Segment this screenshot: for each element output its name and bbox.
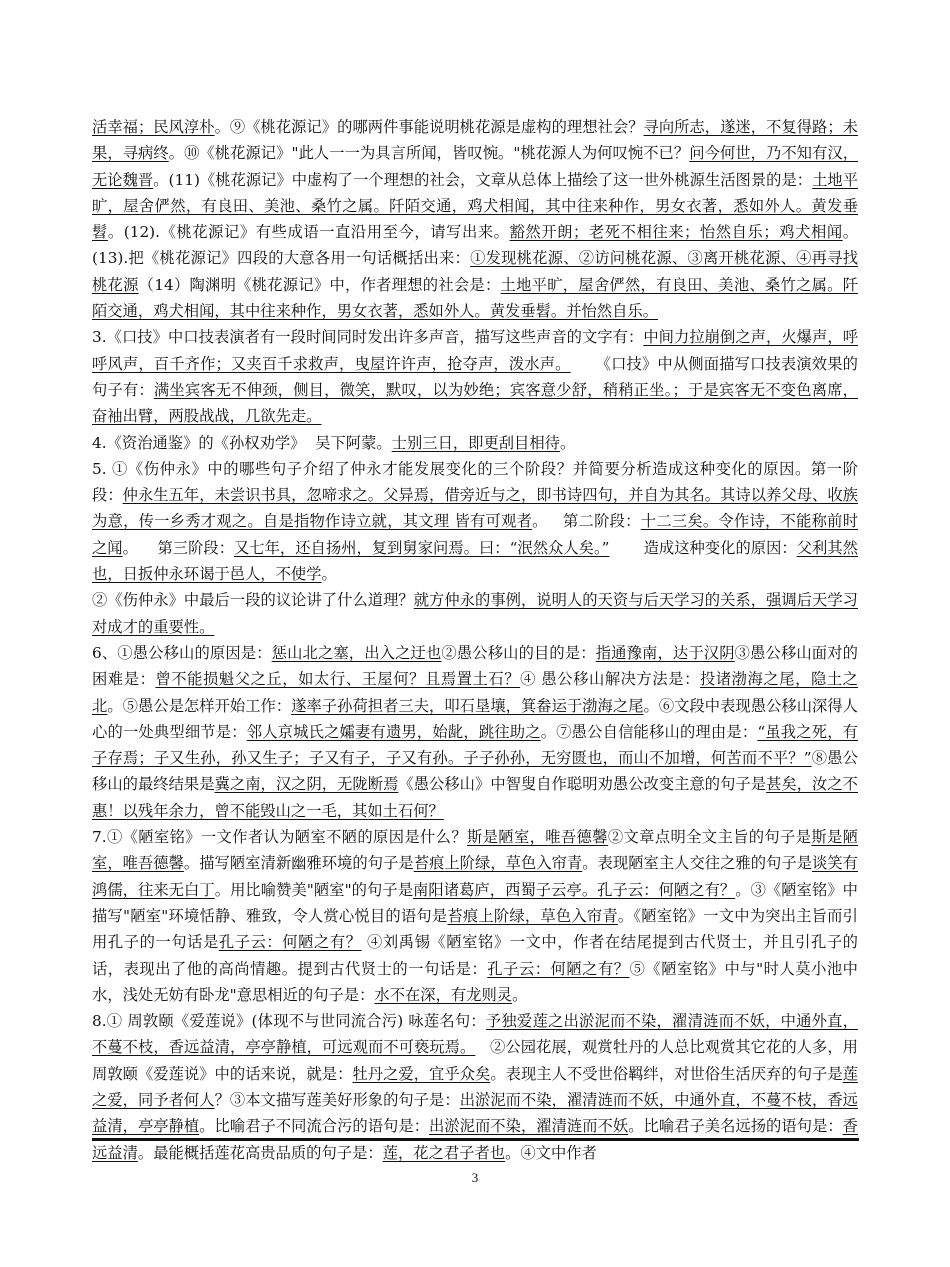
answer-text: 苔痕上阶绿，草色入帘青 [447,906,618,925]
paragraph [92,456,858,587]
question-text: 。⑤愚公是怎样开始工作： [107,696,292,715]
paragraph [92,640,858,824]
question-text: ④ 愚公移山解决方法是： [520,670,700,689]
page-number: 3 [471,1170,479,1185]
question-text: 8.① 周敦颐《爱莲说》(体现不与世同流合污) 咏莲名句： [92,1012,486,1031]
question-text: ⑧愚公移山的最终结果是 [92,749,858,794]
question-text: 。《陋室铭》一文中为突出主旨而引用孔子的一句话是 [92,906,858,952]
answer-text: 冀之南，汉之阴，无陇断焉 [214,775,399,794]
answer-text: ①发现桃花源、②访问桃花源、③离开桃花源、④再寻找桃花源 [92,249,858,294]
answer-text: 牡丹之爱，宜乎众矣 [352,1064,491,1083]
question-text: 。 [559,433,576,452]
answer-text: 水不在深，有龙则灵 [374,985,513,1004]
answer-text: 又七年，还自扬州，复到舅家问焉。曰：“泯然众人矣。” [234,538,610,557]
answer-text: 投诸渤海之尾，隐土之北 [92,670,858,715]
question-text: ②《伤仲永》中最后一段的议论讲了什么道理？ [92,591,414,610]
answer-text: 斯是陋室，唯吾德馨 [466,828,608,847]
answer-text: 父利其然也，日扳仲永环谒于邑人，不使学 [92,538,858,584]
question-text: 。表现主人不受世俗羁绊，对世俗生活厌弃的句子是 [490,1064,843,1083]
answer-text: 遂率子孙荷担者三夫，叩石垦壤，箕畚运于渤海之尾 [291,696,644,715]
answer-text: “虽我之死，有子存焉；子又生孙，孙又生子；子又有子，子又有孙。子子孙孙，无穷匮也，而山不加增，何苦而不平？” [92,722,858,768]
question-text: 。⑦愚公自信能移山的理由是： [540,722,758,741]
footer-rule [92,1138,859,1141]
question-text: 。比喻君子不同流合污的语句是： [199,1117,430,1136]
answer-text: 南阳诸葛庐，西蜀子云亭。孔子云：何陋之有？ [413,880,736,899]
answer-text: 中间力拉崩倒之声，火爆声，呼呼风声，百千齐作；又夹百千求救声，曳屋许许声，抢夺声，泼水声。 [92,328,858,373]
paragraph [92,824,858,1008]
question-text: 。(12).《桃花源记》有些成语一直沿用至今，请写出来。 [107,223,510,242]
document-body [92,114,858,1166]
question-text: 《愚公移山》中智叟自作聪明劝愚公改变主意的句子是 [398,775,767,794]
paragraph [92,114,858,324]
question-text: ？③本文描写莲美好形象的句子是： [214,1090,460,1109]
question-text: 《口技》中从侧面描写口技表演效果的句子有： [92,354,858,399]
question-text: 4.《资治通鉴》的《孙权劝学》 吴下阿蒙。 [92,433,392,452]
answer-text: 出淤泥而不染，濯清涟而不妖 [429,1117,629,1136]
question-text: 。 第三阶段： [122,538,234,557]
question-text: ②愚公移山的目的是： [441,643,596,662]
question-text: 3.《口技》中口技表演者有一段时间同时发出许多声音，描写这些声音的文字有： [92,328,644,347]
question-text: ②文章点明全文主旨的句子是 [607,828,812,847]
question-text: （14）陶渊明《桃花源记》中，作者理想的社会是： [138,275,501,294]
question-text: 6、①愚公移山的原因是： [92,643,272,662]
answer-text: 香远益清 [92,1117,858,1162]
question-text: 。⑩《桃花源记》"此人一一为具言所闻，皆叹惋。"桃花源人为何叹惋不已？ [168,144,690,163]
question-text: 。 [321,565,337,584]
question-text: 。 [512,985,528,1004]
answer-text: 予独爱莲之出淤泥而不染，濯清涟而不妖，中通外直，不蔓不枝，香远益清，亭亭静植，可远观而不可亵玩焉。 [92,1012,858,1057]
answer-text: 指通豫南，达于汉阴 [595,643,735,662]
question-text: 。表现陋室主人交往之雅的句子是 [582,854,813,873]
question-text: ⑤《陋室铭》中与"时人莫小池中水，浅处无妨有卧龙"意思相近的句子是： [92,959,858,1004]
answer-text: 邻人京城氏之孀妻有遗男，始龀，跳往助之 [246,722,541,741]
question-text: ④刘禹锡《陋室铭》一文中，作者在结尾提到古代贤士，并且引孔子的话，表现出了他的高尚情趣。提到古代贤士的一句话是： [92,933,858,978]
question-text: 。(13).把《桃花源记》四段的大意各用一句话概括出来： [92,223,858,268]
question-text: ③愚公移山面对的困难是： [92,643,858,689]
answer-text: 仲永生五年，未尝识书具，忽啼求之。父异焉，借旁近与之，即书诗四句，并自为其名。其诗以养父母、收族为意，传一乡秀才观之。自是指物作诗立就，其文理 皆有可观者 [92,486,858,531]
answer-text: 谈笑有鸿儒，往来无白丁 [92,854,858,899]
answer-text: 莲之爱，同予者何人 [92,1064,858,1109]
answer-text: 满坐宾客无不伸颈，侧目，微笑，默叹，以为妙绝；宾客意少舒，稍稍正坐。；于是宾客无不变色离席，奋袖出臂，两股战战，几欲先走。 [92,380,858,426]
question-text: 5. ①《伤仲永》中的哪些句子介绍了仲永才能发展变化的三个阶段？并简要分析造成这种变化的原因。第一阶段： [92,459,858,505]
question-text: 7.①《陋室铭》一文作者认为陋室不陋的原因是什么？ [92,828,467,847]
paragraph [92,324,858,429]
answer-text: 豁然开朗；老死不相往来；怡然自乐；鸡犬相闻 [509,223,843,242]
answer-text: 寻向所志，遂迷，不复得路；未果，寻病终 [92,118,858,163]
question-text: 。用比喻赞美"陋室"的句子是 [214,880,414,899]
answer-text: 甚矣，汝之不惠！以残年余力，曾不能毁山之一毛，其如土石何？ [92,775,858,820]
question-text: 。最能概括莲花高贵品质的句子是： [137,1143,383,1162]
answer-text: 十二三矣。令作诗，不能称前时之闻 [92,512,858,557]
answer-text: 曾不能损魁父之丘，如太行、王屋何？且焉置土石？ [155,670,521,689]
question-text: 。④文中作者 [505,1143,597,1162]
paragraph [92,430,858,456]
answer-text: 土地平旷，屋舍俨然，有良田、美池、桑竹之属。阡陌交通，鸡犬相闻，其中往来种作，男女衣著，悉如外人。黄发垂髫。并怡然自乐。 [92,275,858,321]
answer-text: 士别三日，即更刮目相待 [391,433,560,452]
question-text: ②公园花展，观赏牡丹的人总比观赏其它花的人多，用周敦颐《爱莲说》中的话来说，就是： [92,1038,858,1083]
paragraph [92,1008,858,1166]
answer-text: 莲，花之君子者也 [382,1143,506,1162]
answer-text: 苔痕上阶绿，草色入帘青 [413,854,583,873]
answer-text: 孔子云：何陋之有？ [487,959,630,978]
paragraph [92,587,858,640]
answer-text: 孔子云：何陋之有？ [218,933,362,952]
answer-text: 土地平旷，屋舍俨然，有良田、美池、桑竹之属。阡陌交通，鸡犬相闻，其中往来种作，男女衣著，悉如外人。黄发垂髫 [92,170,858,242]
question-text: 。③《陋室铭》中描写"陋室"环境恬静、雅致，令人赏心悦目的语句是 [92,880,858,925]
question-text: 。描写陋室清新幽雅环境的句子是 [183,854,414,873]
question-text: 。比喻君子美名远扬的语句是： [628,1117,843,1136]
question-text: 。⑨《桃花源记》的哪两件事能说明桃花源是虚构的理想社会？ [214,118,644,136]
question-text: 。⑥文段中表现愚公移山深得人心的一处典型细节是： [92,696,858,741]
answer-text: 斯是陋室，唯吾德馨 [92,828,858,873]
question-text: 。 第二阶段： [532,512,641,531]
answer-text: 活幸福；民风淳朴 [92,118,215,136]
question-text: 。(11)《桃花源记》中虚构了一个理想的社会，文章从总体上描绘了这一世外桃源生活图景的是： [153,170,813,189]
answer-text: 就方仲永的事例，说明人的天资与后天学习的关系，强调后天学习对成才的重要性。 [92,591,858,636]
answer-text: 惩山北之塞，出入之迂也 [271,643,442,662]
question-text: 造成这种变化的原因： [609,538,797,557]
answer-text: 问今何世，乃不知有汉，无论魏晋 [92,144,858,189]
answer-text: 出淤泥而不染，濯清涟而不妖，中通外直，不蔓不枝，香远益清，亭亭静植 [92,1090,858,1136]
